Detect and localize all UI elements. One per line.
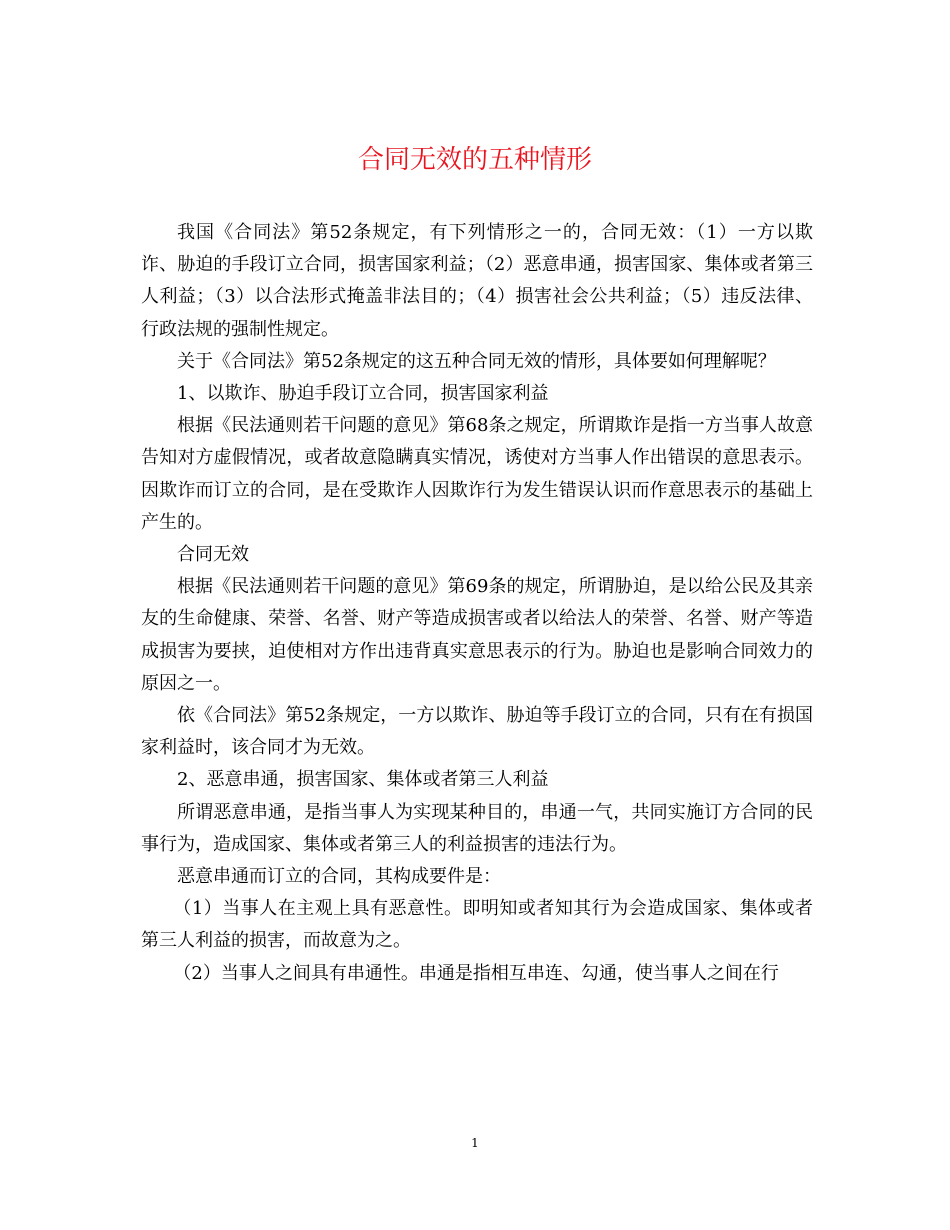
paragraph-question: 关于《合同法》第52条规定的这五种合同无效的情形，具体要如何理解呢？ [177, 350, 776, 372]
paragraph-intro: 我国《合同法》第52条规定，有下列情形之一的，合同无效：（1）一方以欺诈、胁迫的手段订立合同，损害国家利益；（2）恶意串通，损害国家、集体或者第三人利益；（3）以合法形式掩盖非法目的；（4）损害社会公共利益；（5）违反法律、行政法规的强制性规定。 [141, 222, 813, 340]
page-number: 1 [471, 1136, 479, 1150]
section-heading-1: 1、以欺诈、胁迫手段订立合同，损害国家利益 [177, 383, 549, 405]
paragraph-contract-invalid: 合同无效 [177, 544, 249, 566]
document-body [141, 217, 813, 990]
paragraph-fraud-definition: 根据《民法通则若干问题的意见》第68条之规定，所谓欺诈是指一方当事人故意告知对方虚假情况，或者故意隐瞒真实情况，诱使对方当事人作出错误的意思表示。因欺诈而订立的合同，是在受欺诈人因欺诈行为发生错误认识而作意思表示的基础上产生的。 [141, 415, 813, 533]
document-title: 合同无效的五种情形 [357, 145, 592, 175]
paragraph-elements-intro: 恶意串通而订立的合同，其构成要件是： [177, 866, 501, 888]
section-heading-2: 2、恶意串通，损害国家、集体或者第三人利益 [177, 769, 549, 791]
paragraph-article-52: 依《合同法》第52条规定，一方以欺诈、胁迫等手段订立的合同，只有在有损国家利益时，该合同才为无效。 [141, 705, 813, 759]
paragraph-duress-definition: 根据《民法通则若干问题的意见》第69条的规定，所谓胁迫，是以给公民及其亲友的生命健康、荣誉、名誉、财产等造成损害或者以给法人的荣誉、名誉、财产等造成损害为要挟，迫使相对方作出违背真实意思表示的行为。胁迫也是影响合同效力的原因之一。 [141, 576, 813, 694]
paragraph-element-2: （2）当事人之间具有串通性。串通是指相互串连、勾通，使当事人之间在行 [173, 962, 779, 984]
paragraph-element-1: （1）当事人在主观上具有恶意性。即明知或者知其行为会造成国家、集体或者第三人利益的损害，而故意为之。 [141, 898, 813, 952]
paragraph-collusion-definition: 所谓恶意串通，是指当事人为实现某种目的，串通一气，共同实施订方合同的民事行为，造成国家、集体或者第三人的利益损害的违法行为。 [141, 801, 813, 855]
